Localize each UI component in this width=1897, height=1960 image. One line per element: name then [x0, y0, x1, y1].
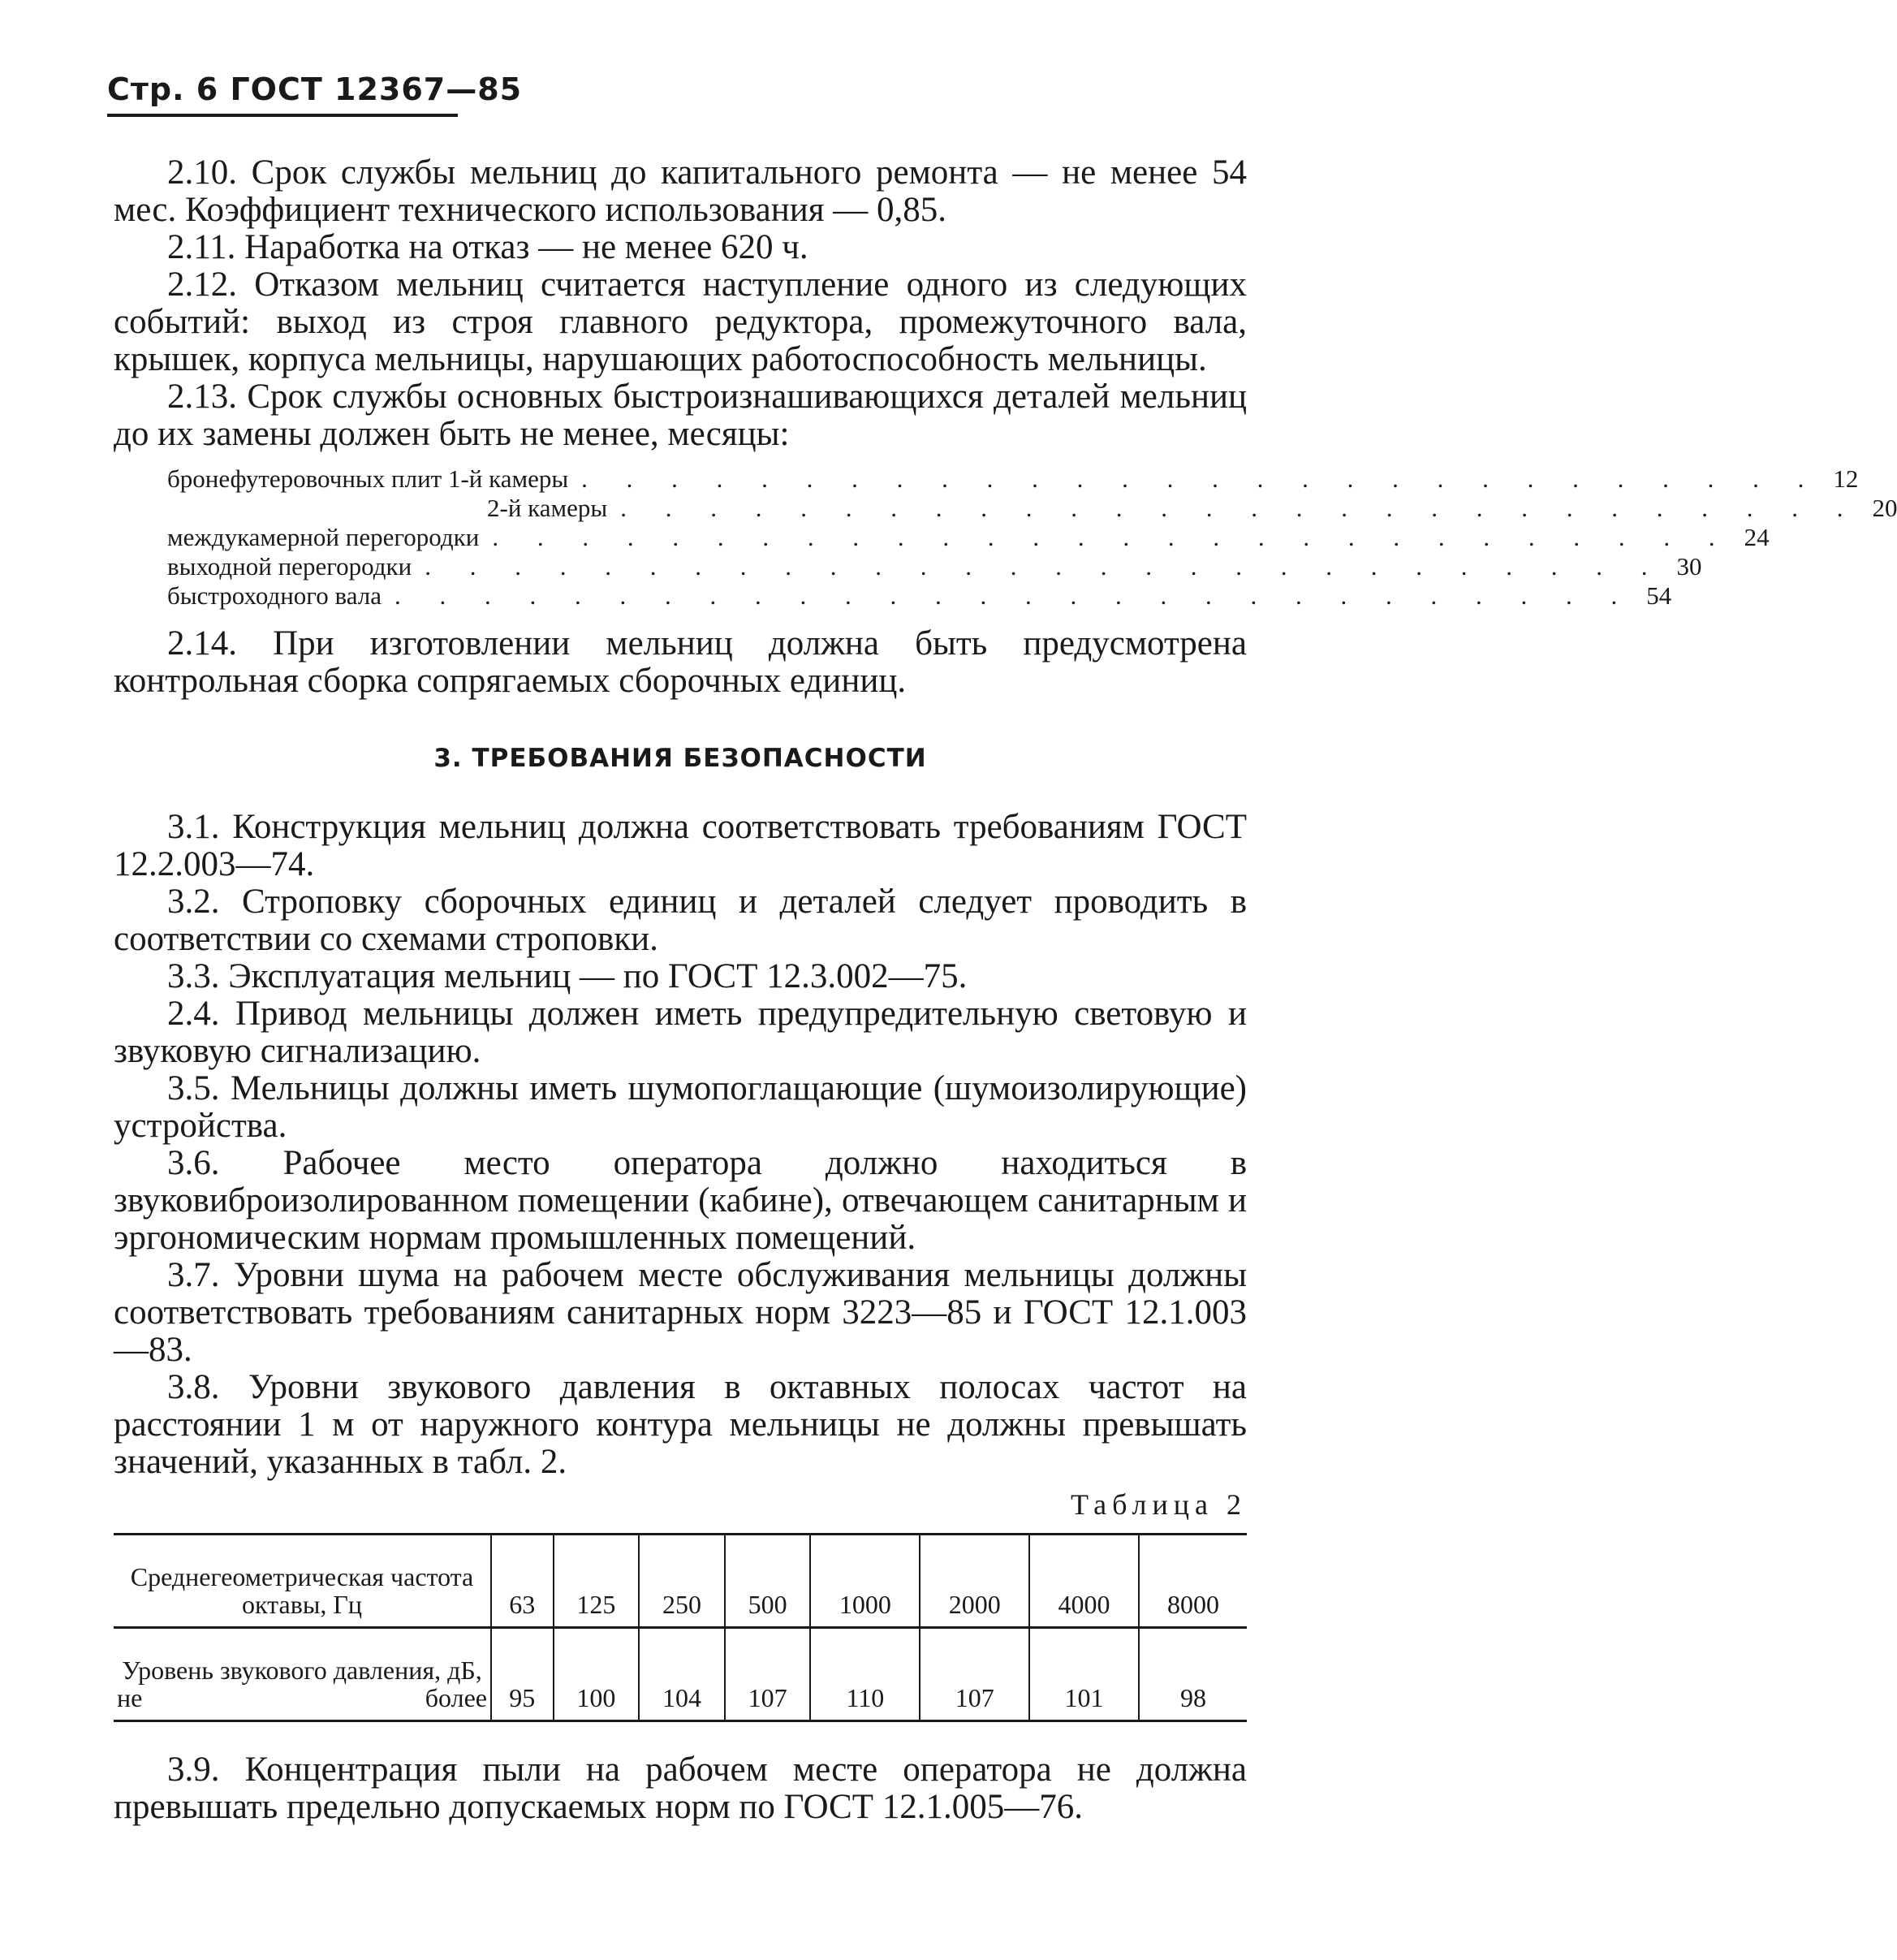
- row-header-level: Уровень звукового давления, дБ, не более: [117, 1656, 487, 1712]
- table-row: [114, 1535, 1247, 1628]
- lifetime-value: 12: [1833, 464, 1859, 493]
- lifetime-row: [167, 581, 1672, 611]
- lifetime-row: [167, 464, 1859, 494]
- paragraph-3-4: 2.4. Привод мельницы должен иметь предупредительную световую и звуковую сигнализацию.: [114, 995, 1247, 1070]
- level-cell: 95: [491, 1628, 554, 1721]
- level-cell: 107: [920, 1628, 1029, 1721]
- lifetime-value: 30: [1676, 552, 1702, 581]
- table-row: [114, 1628, 1247, 1721]
- level-cell: 110: [810, 1628, 920, 1721]
- paragraph-2-13: 2.13. Срок службы основных быстроизнашивающихся деталей мельниц до их замены должен быть не менее, месяцы:: [114, 378, 1247, 453]
- page-header: Стр. 6 ГОСТ 12367—85: [107, 71, 523, 107]
- paragraph-3-8: 3.8. Уровни звукового давления в октавных полосах частот на расстоянии 1 м от наружного контура мельницы не должны превышать значений, указанных в табл. 2.: [114, 1368, 1247, 1481]
- frequency-cell: 250: [639, 1535, 725, 1628]
- leader-dots: . . . . . . . . . . . . . . . . . . . . . . . . . . . .: [620, 494, 1860, 522]
- noise-table: [114, 1533, 1247, 1722]
- level-cell: 101: [1029, 1628, 1139, 1721]
- lifetime-row: [167, 552, 1702, 581]
- leader-dots: . . . . . . . . . . . . . . . . . . . . . . . . . . . .: [581, 464, 1821, 493]
- header-rule: [107, 114, 458, 117]
- lifetime-value: 24: [1744, 523, 1770, 551]
- lifetime-label: быстроходного вала: [167, 581, 382, 610]
- paragraph-3-3: 3.3. Эксплуатация мельниц — по ГОСТ 12.3.002—75.: [167, 957, 968, 995]
- section-title: 3. ТРЕБОВАНИЯ БЕЗОПАСНОСТИ: [433, 744, 927, 773]
- paragraph-2-10: 2.10. Срок службы мельниц до капитального ремонта — не менее 54 мес. Коэффициент технического использования — 0,85.: [114, 153, 1247, 229]
- row-header-frequency: Среднегеометрическая частота октавы, Гц: [114, 1535, 491, 1628]
- lifetime-label: междукамерной перегородки: [167, 523, 480, 551]
- page-content: [114, 153, 1897, 1826]
- frequency-cell: 1000: [810, 1535, 920, 1628]
- lifetime-label: выходной перегородки: [167, 552, 412, 581]
- lifetime-value: 54: [1646, 581, 1672, 610]
- level-cell: 100: [554, 1628, 640, 1721]
- paragraph-3-5: 3.5. Мельницы должны иметь шумопоглащающие (шумоизолирующие) устройства.: [114, 1069, 1247, 1145]
- level-cell: 98: [1139, 1628, 1247, 1721]
- table-caption: Таблица 2: [1071, 1488, 1247, 1521]
- frequency-cell: 63: [491, 1535, 554, 1628]
- paragraph-2-14: 2.14. При изготовлении мельниц должна быть предусмотрена контрольная сборка сопрягаемых сборочных единиц.: [114, 624, 1247, 700]
- paragraph-2-11: 2.11. Наработка на отказ — не менее 620 ч.: [167, 228, 808, 266]
- lifetime-label: 2-й камеры: [487, 494, 608, 522]
- paragraph-3-6: 3.6. Рабочее место оператора должно находиться в звуковиброизолированном помещении (кабине), отвечающем санитарным и эргономическим нормам промышленных помещений.: [114, 1144, 1247, 1257]
- paragraph-3-9: 3.9. Концентрация пыли на рабочем месте оператора не должна превышать предельно допускаемых норм по ГОСТ 12.1.005—76.: [114, 1751, 1247, 1826]
- paragraph-3-1: 3.1. Конструкция мельниц должна соответствовать требованиям ГОСТ 12.2.003—74.: [114, 808, 1247, 883]
- level-cell: 107: [725, 1628, 811, 1721]
- leader-dots: . . . . . . . . . . . . . . . . . . . . . . . . . . . .: [492, 523, 1731, 551]
- paragraph-2-12: 2.12. Отказом мельниц считается наступление одного из следующих событий: выход из строя главного редуктора, промежуточного вала, крышек, корпуса мельницы, нарушающих работоспособность мельницы.: [114, 266, 1247, 378]
- lifetime-list: [167, 464, 1897, 611]
- leader-dots: . . . . . . . . . . . . . . . . . . . . . . . . . . . .: [425, 552, 1664, 581]
- lifetime-row: [167, 523, 1770, 552]
- paragraph-3-2: 3.2. Строповку сборочных единиц и деталей следует проводить в соответствии со схемами строповки.: [114, 883, 1247, 958]
- lifetime-row: [167, 494, 1897, 523]
- frequency-cell: 500: [725, 1535, 811, 1628]
- level-cell: 104: [639, 1628, 725, 1721]
- frequency-cell: 8000: [1139, 1535, 1247, 1628]
- lifetime-value: 20: [1872, 494, 1897, 522]
- frequency-cell: 4000: [1029, 1535, 1139, 1628]
- frequency-cell: 125: [554, 1535, 640, 1628]
- frequency-cell: 2000: [920, 1535, 1029, 1628]
- lifetime-label: бронефутеровочных плит 1-й камеры: [167, 464, 569, 493]
- paragraph-3-7: 3.7. Уровни шума на рабочем месте обслуживания мельницы должны соответствовать требованиям санитарных норм 3223—85 и ГОСТ 12.1.003—83.: [114, 1256, 1247, 1369]
- leader-dots: . . . . . . . . . . . . . . . . . . . . . . . . . . . .: [394, 581, 1634, 610]
